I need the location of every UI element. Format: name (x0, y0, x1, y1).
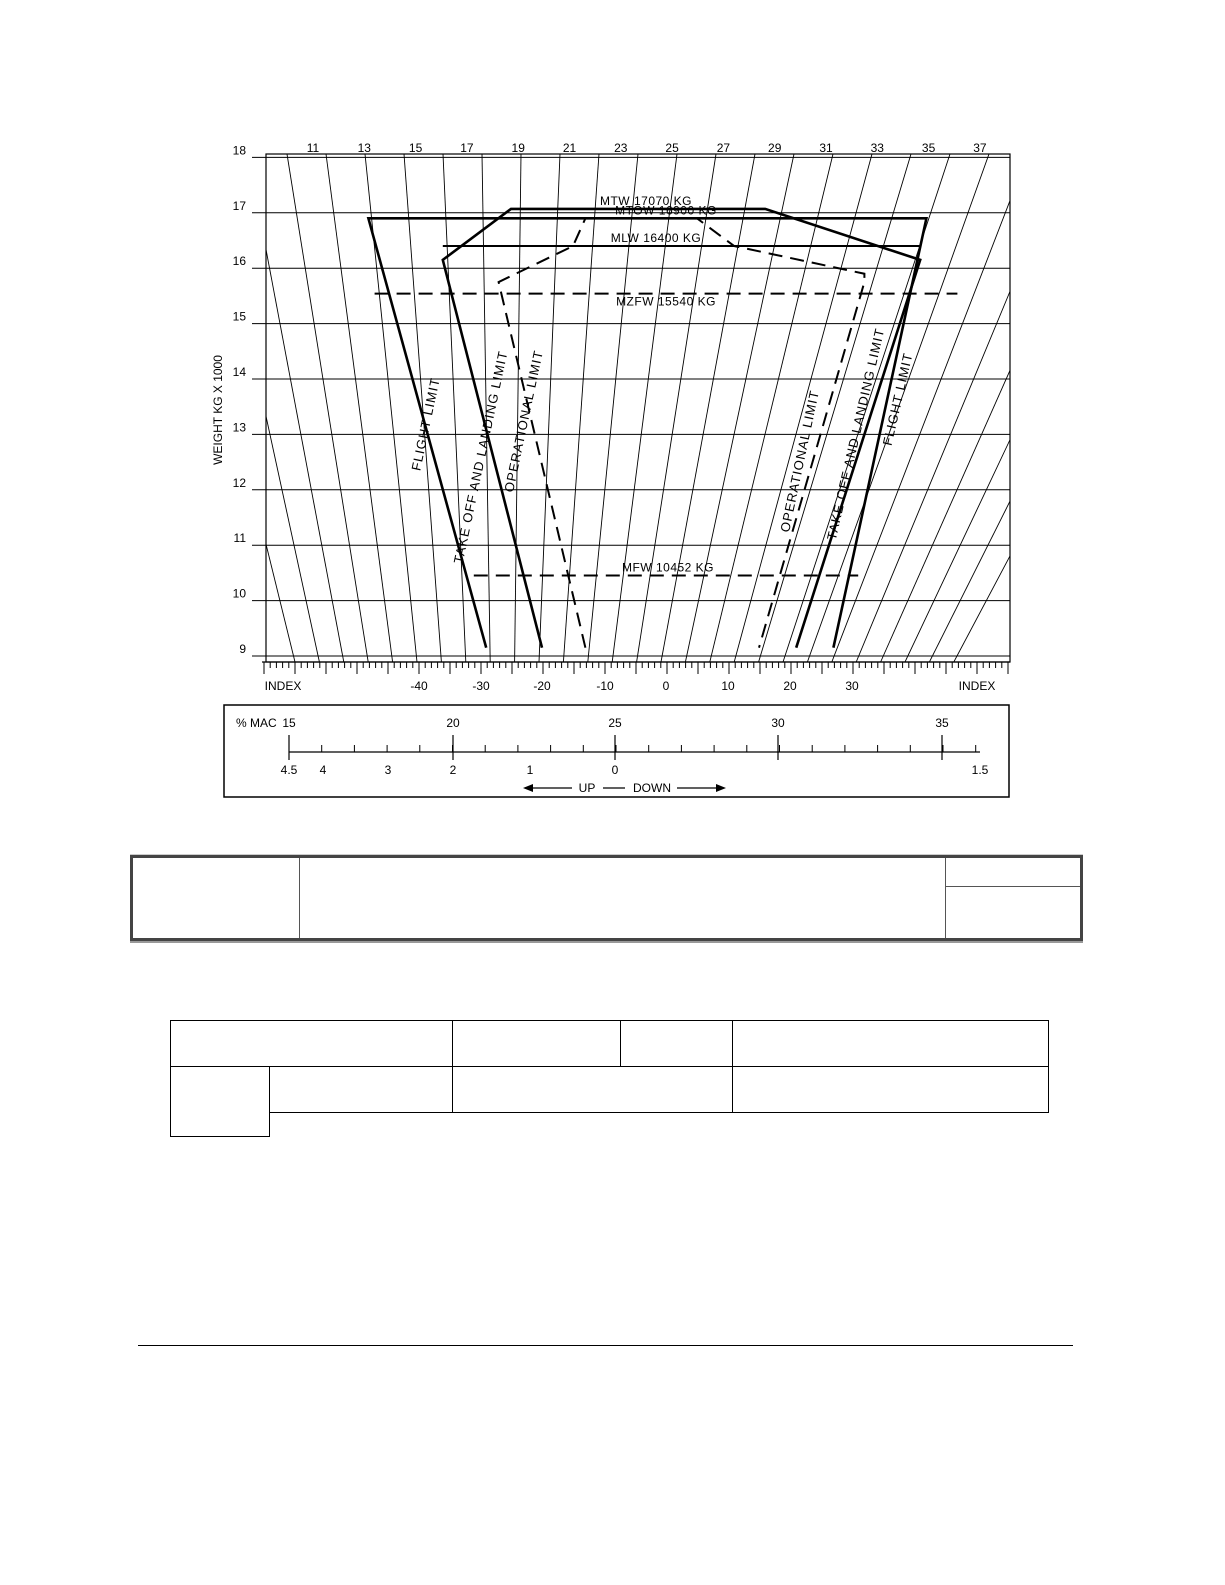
index-line (905, 154, 1145, 662)
title-block-left-cell (133, 858, 300, 938)
index-line (443, 154, 466, 662)
limit-label: FLIGHT LIMIT (408, 376, 443, 473)
top-tick-label: 13 (357, 141, 371, 155)
top-tick-label: 33 (870, 141, 884, 155)
top-tick-label: 21 (562, 141, 577, 155)
up-arrow-head (523, 784, 533, 792)
down-label: DOWN (633, 781, 671, 795)
top-tick-label: 31 (819, 141, 833, 155)
stab-trim-label: 4.5 (280, 763, 298, 777)
form-cell-r1c4[interactable] (732, 1020, 1049, 1067)
index-line (563, 154, 599, 662)
weight-limit-label: MFW 10452 KG (621, 560, 715, 575)
index-line (929, 154, 1184, 662)
y-tick-label: 10 (232, 586, 246, 601)
index-tick-label: -30 (472, 679, 490, 693)
top-tick-label: 17 (460, 141, 474, 155)
footer-rule (138, 1345, 1073, 1346)
weight-limit-label: MZFW 15540 KG (616, 294, 716, 309)
stab-trim-label: 3 (384, 763, 392, 777)
top-tick-label: 35 (921, 141, 936, 155)
weight-limit-label: MLW 16400 KG (610, 231, 702, 246)
index-line (881, 154, 1106, 662)
index-tick-label: 0 (662, 679, 670, 693)
mac-label: 25 (608, 716, 622, 730)
top-tick-label: 29 (768, 141, 782, 155)
up-label: UP (578, 781, 596, 795)
top-tick-label: 27 (716, 141, 731, 155)
y-tick-label: 15 (232, 309, 246, 324)
down-arrow-head (716, 784, 726, 792)
chart-labels (262, 141, 1010, 693)
mac-scale-title: % MAC (236, 716, 277, 730)
y-tick-label: 11 (233, 531, 246, 546)
stab-trim-label: 4 (319, 763, 327, 777)
weight-limit-label: MTOW 16900 KG (615, 203, 717, 218)
form-cell-r2c2[interactable] (269, 1066, 453, 1113)
stab-trim-label: 0 (611, 763, 619, 777)
y-axis-title: WEIGHT KG X 1000 (211, 355, 225, 465)
y-tick-label: 13 (232, 420, 246, 435)
index-tick-label: -40 (410, 679, 428, 693)
y-tick-label: 12 (232, 475, 246, 490)
mac-label: 35 (935, 716, 949, 730)
index-line (209, 154, 319, 662)
stab-trim-label: 2 (449, 763, 457, 777)
mac-label: 15 (282, 716, 296, 730)
stab-trim-label: 1.5 (971, 763, 989, 777)
y-tick-label: 18 (232, 143, 246, 158)
y-tick-label: 9 (239, 642, 246, 656)
index-line (326, 154, 393, 662)
limit-label: TAKE OFF AND LANDING LIMIT (823, 326, 888, 542)
stab-trim-label: 1 (526, 763, 534, 777)
top-tick-label: 37 (973, 141, 987, 155)
index-tick-label: 30 (845, 679, 859, 693)
y-tick-label: 14 (232, 365, 246, 379)
series-flight-limit (368, 218, 926, 647)
title-block-right-cell (946, 858, 1080, 938)
index-tick-label: -10 (596, 679, 614, 693)
top-tick-label: 23 (614, 141, 628, 155)
index-tick-label: INDEX (264, 679, 302, 693)
form-cell-r2c1[interactable] (170, 1066, 270, 1137)
index-tick-label: 10 (721, 679, 735, 693)
index-line (248, 154, 344, 662)
y-tick-label: 16 (232, 254, 246, 269)
envelope-lines (368, 209, 957, 648)
top-tick-label: 25 (665, 141, 679, 155)
limit-label: TAKE OFF AND LANDING LIMIT (450, 349, 511, 565)
form-cell-r2c4[interactable] (732, 1066, 1049, 1113)
limit-label: OPERATIONAL LIMIT (501, 348, 546, 494)
index-line (539, 154, 560, 662)
form-cell-r1c1[interactable] (170, 1020, 453, 1067)
mac-scale (224, 705, 1009, 797)
form-cell-r1c2[interactable] (452, 1020, 621, 1067)
limit-label: FLIGHT LIMIT (879, 351, 916, 447)
form-cell-r1c3[interactable] (620, 1020, 733, 1067)
index-line (287, 154, 368, 662)
index-tick-label: INDEX (958, 679, 996, 693)
title-block-right-divider (946, 886, 1080, 887)
mac-label: 30 (771, 716, 785, 730)
index-tick-label: 20 (783, 679, 797, 693)
title-block-center-cell (300, 858, 946, 938)
top-tick-label: 15 (408, 141, 423, 155)
limit-label: OPERATIONAL LIMIT (777, 388, 822, 534)
index-line (954, 154, 1223, 662)
index-tick-label: -20 (533, 679, 551, 693)
y-tick-label: 17 (232, 198, 246, 213)
top-tick-label: 11 (306, 141, 320, 155)
mac-label: 20 (446, 716, 460, 730)
top-tick-label: 19 (511, 141, 525, 155)
document-title-block (130, 855, 1083, 941)
form-cell-r2c3[interactable] (452, 1066, 733, 1113)
weight-limit-label: MTW 17070 KG (599, 193, 693, 208)
